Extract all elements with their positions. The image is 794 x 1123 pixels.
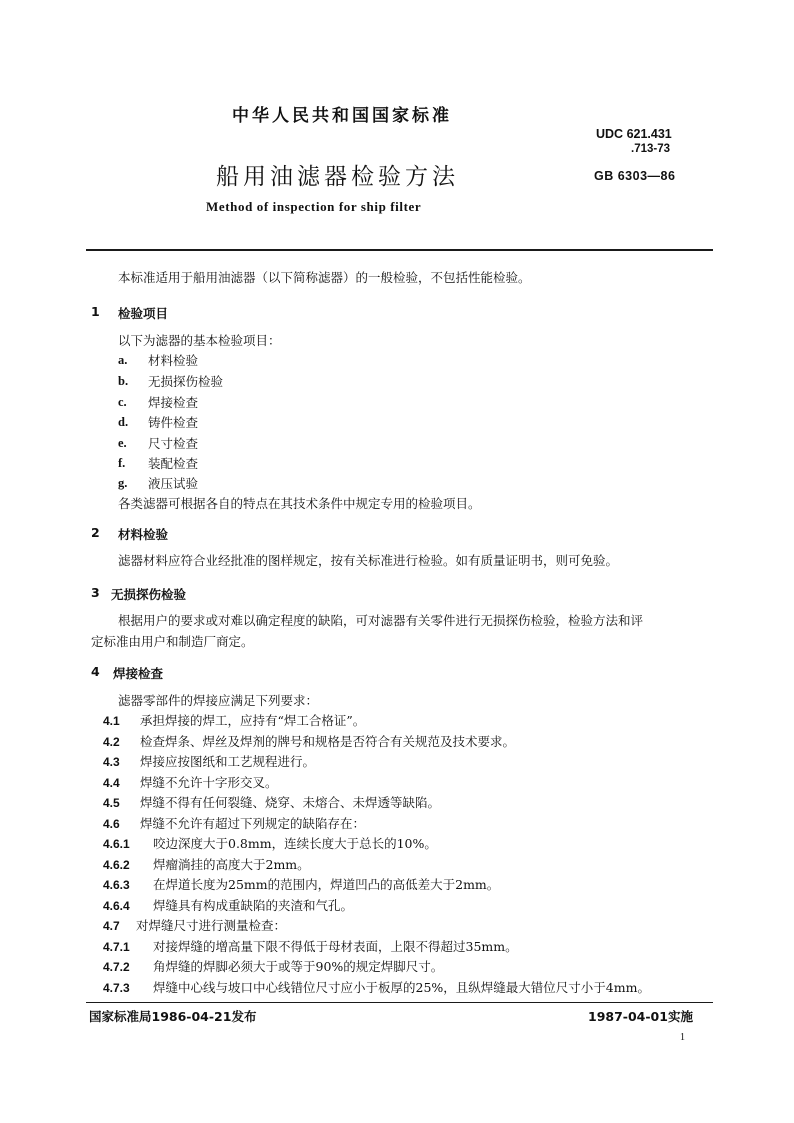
clause-number: 4.5 [103, 796, 120, 810]
list-item-label: f. [118, 456, 126, 470]
section-4-lead: 滤器零部件的焊接应满足下列要求： [118, 693, 319, 708]
udc-line1: 621.431 [626, 127, 672, 141]
clause-number: 4.6.1 [103, 837, 130, 851]
intro-text: 本标准适用于船用油滤器（以下简称滤器）的一般检验，不包括性能检验。 [118, 270, 531, 285]
clause-number: 4.6 [103, 817, 120, 831]
section-1-closing: 各类滤器可根据各自的特点在其技术条件中规定专用的检验项目。 [118, 496, 481, 511]
clause-text: 承担焊接的焊工，应持有“焊工合格证”。 [140, 713, 366, 728]
clause-text: 对接焊缝的增高量下限不得低于母材表面，上限不得超过35mm。 [153, 939, 518, 954]
title-english: Method of inspection for ship filter [206, 199, 422, 214]
udc-code [596, 127, 672, 141]
udc-line2: .713-73 [631, 143, 671, 155]
list-item: 装配检查 [148, 456, 199, 471]
section-1-lead: 以下为滤器的基本检验项目： [118, 333, 281, 348]
section-4-title: 焊接检查 [113, 666, 164, 681]
clause-text: 焊接应按图纸和工艺规程进行。 [140, 754, 316, 769]
list-item: 液压试验 [148, 476, 199, 491]
clause-text: 焊缝具有构成重缺陷的夹渣和气孔。 [153, 898, 354, 913]
list-item-label: b. [118, 374, 129, 388]
list-item: 无损探伤检验 [148, 374, 224, 389]
clause-number: 4.1 [103, 714, 120, 728]
effective-date: 1987-04-01实施 [588, 1009, 693, 1024]
list-item-label: e. [118, 436, 127, 450]
clause-text: 咬边深度大于0.8mm，连续长度大于总长的10%。 [153, 836, 437, 851]
title-chinese: 船用油滤器检验方法 [216, 164, 459, 190]
section-3-number: 3 [91, 585, 100, 600]
section-1-title: 检验项目 [118, 306, 169, 321]
clause-number: 4.7.1 [103, 940, 130, 954]
clause-number: 4.6.2 [103, 858, 130, 872]
list-item-label: d. [118, 415, 129, 429]
clause-number: 4.7.3 [103, 981, 130, 995]
clause-number: 4.2 [103, 735, 120, 749]
section-3-line2: 定标准由用户和制造厂商定。 [91, 634, 254, 649]
clause-text: 对焊缝尺寸进行测量检查： [136, 918, 287, 933]
clause-text: 焊缝中心线与坡口中心线错位尺寸应小于板厚的25%，且纵焊缝最大错位尺寸小于4mm。 [153, 980, 650, 995]
section-2-number: 2 [91, 525, 100, 540]
section-2-text: 滤器材料应符合业经批准的图样规定，按有关标准进行检验。如有质量证明书，则可免验。 [118, 553, 619, 568]
section-1-number: 1 [91, 304, 100, 319]
section-4-number: 4 [91, 664, 100, 679]
clause-number: 4.7 [103, 919, 120, 933]
section-2-title: 材料检验 [118, 527, 169, 542]
list-item: 铸件检查 [148, 415, 199, 430]
clause-number: 4.6.3 [103, 878, 130, 892]
list-item-label: c. [118, 395, 127, 409]
list-item: 尺寸检查 [148, 436, 199, 451]
clause-text: 焊缝不允许十字形交叉。 [140, 775, 278, 790]
clause-text: 在焊道长度为25mm的范围内，焊道凹凸的高低差大于2mm。 [153, 877, 500, 892]
clause-number: 4.3 [103, 755, 120, 769]
list-item-label: a. [118, 353, 128, 367]
clause-text: 焊缝不得有任何裂缝、烧穿、未熔合、未焊透等缺陷。 [140, 795, 441, 810]
list-item: 焊接检查 [148, 395, 199, 410]
gb-number: GB 6303—86 [594, 169, 676, 183]
clause-number: 4.6.4 [103, 899, 130, 913]
list-item-label: g. [118, 476, 128, 490]
udc-label: UDC [596, 127, 624, 141]
header-rule [86, 249, 713, 251]
footer-rule [86, 1002, 713, 1003]
clause-text: 焊瘤淌挂的高度大于2mm。 [153, 857, 310, 872]
clause-text: 检查焊条、焊丝及焊剂的牌号和规格是否符合有关规范及技术要求。 [140, 734, 516, 749]
list-item: 材料检验 [148, 353, 199, 368]
clause-text: 角焊缝的焊脚必须大于或等于90%的规定焊脚尺寸。 [153, 959, 444, 974]
standard-name: 中华人民共和国国家标准 [232, 106, 452, 126]
section-3-title: 无损探伤检验 [111, 587, 187, 602]
section-3-line1: 根据用户的要求或对难以确定程度的缺陷，可对滤器有关零件进行无损探伤检验，检验方法和评 [118, 613, 644, 628]
clause-text: 焊缝不允许有超过下列规定的缺陷存在： [140, 816, 366, 831]
page-number: 1 [680, 1032, 685, 1043]
clause-number: 4.7.2 [103, 960, 130, 974]
clause-number: 4.4 [103, 776, 120, 790]
issue-date: 国家标准局1986-04-21发布 [89, 1009, 257, 1024]
